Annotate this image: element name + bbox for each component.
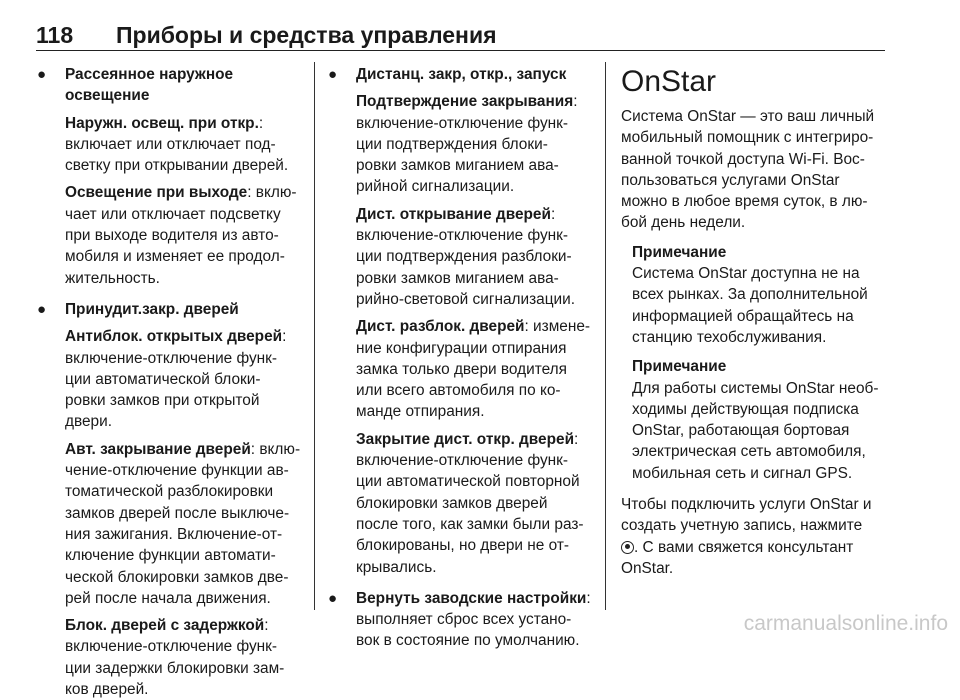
sub-item: Наружн. освещ. при откр.: включает или отключает под- светку при открывании дверей.: [65, 114, 289, 175]
list-item-exterior-lighting: [37, 64, 305, 289]
sub-item: Авт. закрывание дверей: вклю- чение-отключение функции ав- томатической разблокировки замков дверей после выключе- ния зажигания. Включение-от- ключение функции автомати- ческой блокировки замков две- рей после начала движения.: [65, 440, 301, 607]
bullet-icon: ●: [37, 300, 47, 318]
outro-paragraph: Чтобы подключить услуги OnStar и создать учетную запись, нажмите . С вами свяжется консультант OnStar.: [621, 496, 872, 577]
bullet-icon: ●: [328, 589, 338, 607]
page-number: 118: [36, 22, 74, 48]
section-title: OnStar: [621, 65, 717, 98]
sub-item: Закрытие дист. откр. дверей: включение-отключение функ- ции автоматической повторной блокировки замков дверей после того, как замки были раз- блокированы, но двери не от- крывались.: [356, 430, 584, 576]
sub-item: Блок. дверей с задержкой: включение-отключение функ- ции задержки блокировки зам- ков дверей.: [65, 617, 285, 699]
entry-title: Дистанц. закр, откр., запуск: [356, 66, 567, 83]
bullet-icon: ●: [37, 66, 47, 83]
list-item-forced-lock: [37, 299, 305, 700]
page-header: [36, 22, 497, 52]
intro-paragraph: Система OnStar — это ваш личный мобильный помощник с интегриро- ванной точкой доступа Wi-Fi. Вос- пользоваться услугами OnStar можно в любое время суток, в лю- бой день недели.: [621, 108, 875, 232]
watermark: carmanualsonline.info: [743, 612, 948, 635]
list-item-remote-lock: [328, 64, 600, 578]
entry-body: Вернуть заводские настройки: выполняет сброс всех устано- вок в состояние по умолчанию.: [356, 589, 591, 650]
onstar-button-icon: [621, 541, 634, 554]
sub-item: Освещение при выходе: вклю- чает или отключает подсветку при выходе водителя из авто- мобиля и изменяет ее продол- жительность.: [65, 184, 297, 287]
entry-title: Принудит.закр. дверей: [65, 300, 239, 318]
note-block: Примечание Для работы системы OnStar необ- ходимы действующая подписка OnStar, работающая бортовая электрическая сеть автомобиля, мобильная сеть и сигнал GPS.: [632, 358, 879, 482]
entry-title: Рассеянное наружное освещение: [65, 66, 234, 105]
sub-item: Подтверждение закрывания: включение-отключение функ- ции подтверждения блоки- ровки замков миганием ава- рийной сигнализации.: [356, 93, 578, 196]
page-title: Приборы и средства управления: [116, 22, 497, 48]
list-item-factory-reset: [328, 588, 600, 652]
sub-item: Дист. разблок. дверей: измене- ние конфигурации отпирания замка только двери водителя или всего автомобиля по ко- манде отпирания.: [356, 318, 591, 421]
bullet-icon: ●: [328, 66, 338, 83]
header-divider: [36, 50, 885, 51]
sub-item: Дист. открывание дверей: включение-отключение функ- ции подтверждения разблоки- ровки замков миганием ава- рийно-световой сигнализации.: [356, 205, 576, 308]
column-divider-2: [605, 62, 606, 610]
column-2: [328, 64, 600, 652]
column-3: [621, 64, 893, 579]
sub-item: Антиблок. открытых дверей: включение-отключение функ- ции автоматической блоки- ровки замков при открытой двери.: [65, 328, 287, 431]
column-1: [37, 64, 305, 700]
column-divider-1: [314, 62, 315, 610]
note-block: Примечание Система OnStar доступна не на всех рынках. За дополнительной информацией обращайтесь на станцию техобслуживания.: [632, 243, 868, 346]
